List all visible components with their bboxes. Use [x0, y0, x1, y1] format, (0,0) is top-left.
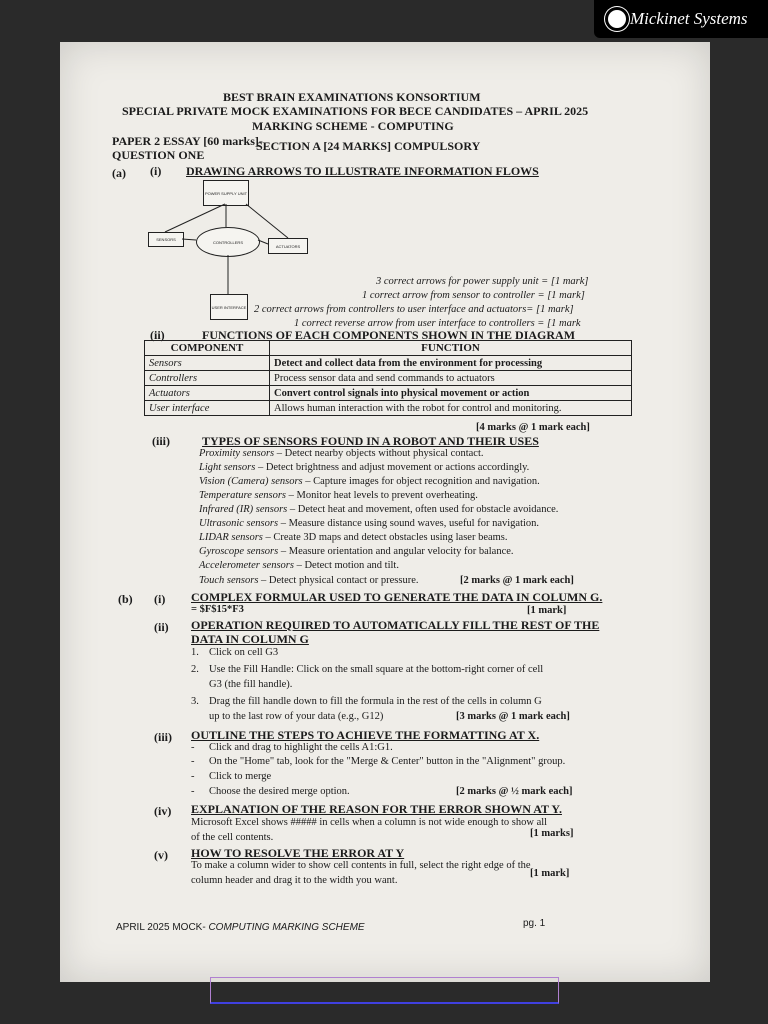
list-item: Accelerometer sensors – Detect motion and tilt. [199, 560, 399, 571]
b-iii-marks: [2 marks @ ½ mark each] [456, 786, 573, 797]
a-i-title: DRAWING ARROWS TO ILLUSTRATE INFORMATION FLOWS [186, 164, 539, 178]
mark-line-3: 2 correct arrows from controllers to user interface and actuators= [1 mark] [254, 304, 574, 315]
header-section: SECTION A [24 MARKS] COMPULSORY [256, 139, 481, 153]
table-cell-function: Convert control signals into physical movement or action [270, 386, 632, 401]
document-page [60, 42, 710, 982]
b-v-line-1: To make a column wider to show cell contents in full, select the right edge of the [191, 860, 531, 871]
b-v-marks: [1 mark] [530, 868, 570, 879]
header-exam: SPECIAL PRIVATE MOCK EXAMINATIONS FOR BECE CANDIDATES – APRIL 2025 [122, 104, 589, 118]
table-header-component: COMPONENT [145, 341, 270, 356]
mickinet-logo [594, 0, 768, 38]
b-ii-marks: [3 marks @ 1 mark each] [456, 711, 570, 722]
list-item: 2. Use the Fill Handle: Click on the small square at the bottom-right corner of cell [191, 664, 544, 675]
list-item: 3. Drag the fill handle down to fill the formula in the rest of the cells in column G [191, 696, 542, 707]
diagram-lines [140, 192, 320, 302]
a-iii-title: TYPES OF SENSORS FOUND IN A ROBOT AND THEIR USES [202, 434, 539, 448]
table-cell-component: User interface [145, 401, 270, 416]
list-item: G3 (the fill handle). [209, 679, 293, 690]
list-item: LIDAR sensors – Create 3D maps and detect obstacles using laser beams. [199, 532, 508, 543]
a-ii-marks: [4 marks @ 1 mark each] [476, 422, 590, 433]
b-v-line-2: column header and drag it to the width you want. [191, 875, 398, 886]
a-iii-number: (iii) [152, 434, 170, 448]
b-ii-title-2: DATA IN COLUMN G [191, 632, 309, 646]
b-iv-line-1: Microsoft Excel shows ##### in cells when a column is not wide enough to show all [191, 817, 548, 828]
table-header-function: FUNCTION [270, 341, 632, 356]
table-cell-function: Allows human interaction with the robot for control and monitoring. [270, 401, 632, 416]
label-a: (a) [112, 166, 126, 180]
a-i-number: (i) [150, 164, 162, 178]
b-ii-title-1: OPERATION REQUIRED TO AUTOMATICALLY FILL THE REST OF THE [191, 618, 600, 632]
b-iv-marks: [1 marks] [530, 828, 574, 839]
a-iii-marks: [2 marks @ 1 mark each] [460, 575, 574, 586]
controllers-ellipse: CONTROLLERS [196, 227, 260, 257]
header-question: QUESTION ONE [112, 148, 205, 162]
b-iv-line-2: of the cell contents. [191, 832, 274, 843]
table-cell-component: Actuators [145, 386, 270, 401]
list-item: Light sensors – Detect brightness and adjust movement or actions accordingly. [199, 462, 530, 473]
list-item: up to the last row of your data (e.g., G12) [209, 711, 384, 722]
link-highlight-box[interactable] [210, 977, 559, 1004]
list-item: - Click and drag to highlight the cells A1:G1. [191, 742, 393, 753]
page-number: pg. 1 [523, 918, 546, 929]
b-v-title: HOW TO RESOLVE THE ERROR AT Y [191, 846, 405, 860]
mark-line-1: 3 correct arrows for power supply unit = [1 mark] [376, 276, 589, 287]
b-i-marks: [1 mark] [527, 605, 567, 616]
list-item: - On the "Home" tab, look for the "Merge & Center" button in the "Alignment" group. [191, 756, 566, 767]
list-item: Vision (Camera) sensors – Capture images for object recognition and navigation. [199, 476, 540, 487]
page-footer: APRIL 2025 MOCK- COMPUTING MARKING SCHEME [116, 922, 365, 933]
power-supply-box: POWER SUPPLY UNIT [203, 180, 249, 206]
actuators-box: ACTUATORS [268, 238, 308, 254]
list-item: Ultrasonic sensors – Measure distance using sound waves, useful for navigation. [199, 518, 540, 529]
b-i-formula: = $F$15*F3 [191, 604, 244, 615]
list-item: Gyroscope sensors – Measure orientation and angular velocity for balance. [199, 546, 514, 557]
logo-text: Mickinet Systems [630, 9, 748, 28]
list-item: Temperature sensors – Monitor heat levels to prevent overheating. [199, 490, 478, 501]
table-cell-component: Sensors [145, 356, 270, 371]
list-item: Touch sensors – Detect physical contact or pressure. [199, 575, 419, 586]
b-iv-number: (iv) [154, 804, 172, 818]
b-iii-title: OUTLINE THE STEPS TO ACHIEVE THE FORMATTING AT X. [191, 728, 540, 742]
header-org: BEST BRAIN EXAMINATIONS KONSORTIUM [223, 90, 481, 104]
table-row [145, 356, 632, 371]
logo-circle-icon [608, 10, 626, 28]
mark-line-4: 1 correct reverse arrow from user interface to controllers = [1 mark [294, 318, 581, 329]
b-ii-number: (ii) [154, 620, 169, 634]
list-item: Proximity sensors – Detect nearby objects without physical contact. [199, 448, 484, 459]
b-v-number: (v) [154, 848, 168, 862]
b-iv-title: EXPLANATION OF THE REASON FOR THE ERROR SHOWN AT Y. [191, 802, 562, 816]
header-scheme: MARKING SCHEME - COMPUTING [252, 119, 454, 133]
list-item: - Choose the desired merge option. [191, 786, 350, 797]
table-row [145, 371, 632, 386]
table-row [145, 401, 632, 416]
b-iii-number: (iii) [154, 730, 172, 744]
list-item: 1. Click on cell G3 [191, 647, 279, 658]
a-ii-title: FUNCTIONS OF EACH COMPONENTS SHOWN IN THE DIAGRAM [202, 328, 576, 342]
table-cell-function: Detect and collect data from the environment for processing [270, 356, 632, 371]
b-i-title: COMPLEX FORMULAR USED TO GENERATE THE DATA IN COLUMN G. [191, 590, 603, 604]
mark-line-2: 1 correct arrow from sensor to controller = [1 mark] [362, 290, 585, 301]
table-header-row [145, 341, 632, 356]
user-interface-box: USER INTERFACE [210, 294, 248, 320]
list-item: - Click to merge [191, 771, 272, 782]
table-cell-component: Controllers [145, 371, 270, 386]
label-b: (b) [118, 592, 133, 606]
table-row [145, 386, 632, 401]
sensors-box: SENSORS [148, 232, 184, 247]
table-cell-function: Process sensor data and send commands to actuators [270, 371, 632, 386]
header-paper: PAPER 2 ESSAY [60 marks]- [112, 134, 263, 148]
functions-table [144, 340, 632, 416]
b-i-number: (i) [154, 592, 166, 606]
a-ii-number: (ii) [150, 328, 165, 342]
list-item: Infrared (IR) sensors – Detect heat and movement, often used for obstacle avoidance. [199, 504, 559, 515]
